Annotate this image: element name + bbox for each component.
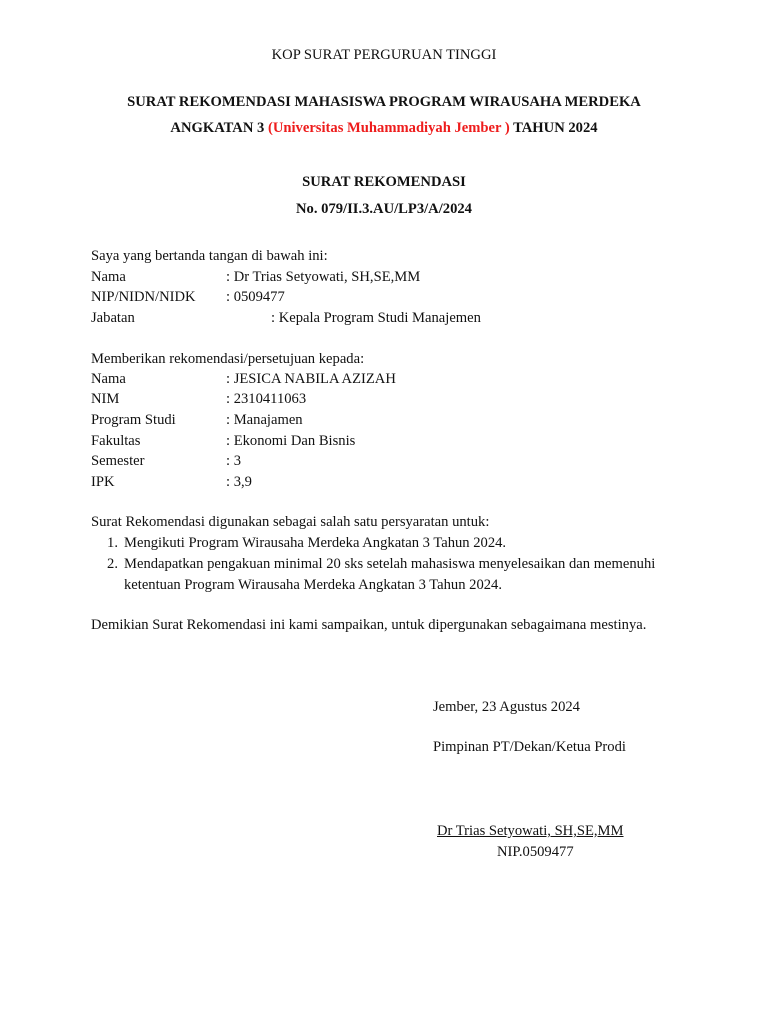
- signature-name: Dr Trias Setyowati, SH,SE,MM: [437, 823, 624, 839]
- student-faculty-label: Fakultas: [91, 433, 141, 449]
- signatory-intro: Saya yang bertanda tangan di bawah ini:: [91, 248, 328, 264]
- letterhead: KOP SURAT PERGURUAN TINGGI: [271, 47, 497, 63]
- signature-nip: NIP.0509477: [497, 844, 574, 860]
- purpose-item-2-text-line2: ketentuan Program Wirausaha Merdeka Angkatan 3 Tahun 2024.: [124, 577, 502, 593]
- student-name-value: : JESICA NABILA AZIZAH: [226, 371, 396, 387]
- student-nim-value: : 2310411063: [226, 391, 307, 407]
- student-gpa-value: : 3,9: [226, 474, 252, 490]
- heading-year: TAHUN 2024: [513, 120, 598, 136]
- subheading-title: SURAT REKOMENDASI: [302, 174, 466, 190]
- purpose-item-1-text: Mengikuti Program Wirausaha Merdeka Angkatan 3 Tahun 2024.: [124, 535, 507, 551]
- signatory-position-value: : Kepala Program Studi Manajemen: [271, 310, 481, 326]
- signatory-name-label: Nama: [91, 269, 126, 285]
- student-intro: Memberikan rekomendasi/persetujuan kepada:: [91, 351, 365, 367]
- signature-place-date: Jember, 23 Agustus 2024: [433, 699, 580, 715]
- heading-cohort: ANGKATAN 3: [170, 120, 265, 136]
- student-name-label: Nama: [91, 371, 126, 387]
- letter-heading-line1: SURAT REKOMENDASI MAHASISWA PROGRAM WIRAUSAHA MERDEKA: [127, 94, 641, 110]
- student-nim-label: NIM: [91, 391, 120, 407]
- letter-heading-line2: [0, 118, 768, 138]
- student-program-label: Program Studi: [91, 412, 176, 428]
- signatory-name-value: : Dr Trias Setyowati, SH,SE,MM: [226, 269, 421, 285]
- signatory-position-label: Jabatan: [91, 310, 135, 326]
- purpose-item-2-number: 2.: [107, 556, 118, 572]
- purpose-item-1-number: 1.: [107, 535, 118, 551]
- student-semester-label: Semester: [91, 453, 145, 469]
- purpose-item-2-text-line1: Mendapatkan pengakuan minimal 20 sks setelah mahasiswa menyelesaikan dan memenuhi: [124, 556, 656, 572]
- letter-number: No. 079/II.3.AU/LP3/A/2024: [296, 201, 472, 217]
- closing-statement: Demikian Surat Rekomendasi ini kami sampaikan, untuk dipergunakan sebagaimana mestinya.: [91, 617, 647, 633]
- purpose-intro: Surat Rekomendasi digunakan sebagai salah satu persyaratan untuk:: [91, 514, 490, 530]
- signature-role: Pimpinan PT/Dekan/Ketua Prodi: [433, 739, 626, 755]
- signatory-nip-value: : 0509477: [226, 289, 285, 305]
- student-faculty-value: : Ekonomi Dan Bisnis: [226, 433, 356, 449]
- heading-university: (Universitas Muhammadiyah Jember ): [267, 120, 510, 136]
- signatory-nip-label: NIP/NIDN/NIDK: [91, 289, 196, 305]
- student-semester-value: : 3: [226, 453, 241, 469]
- student-gpa-label: IPK: [91, 474, 115, 490]
- student-program-value: : Manajamen: [226, 412, 303, 428]
